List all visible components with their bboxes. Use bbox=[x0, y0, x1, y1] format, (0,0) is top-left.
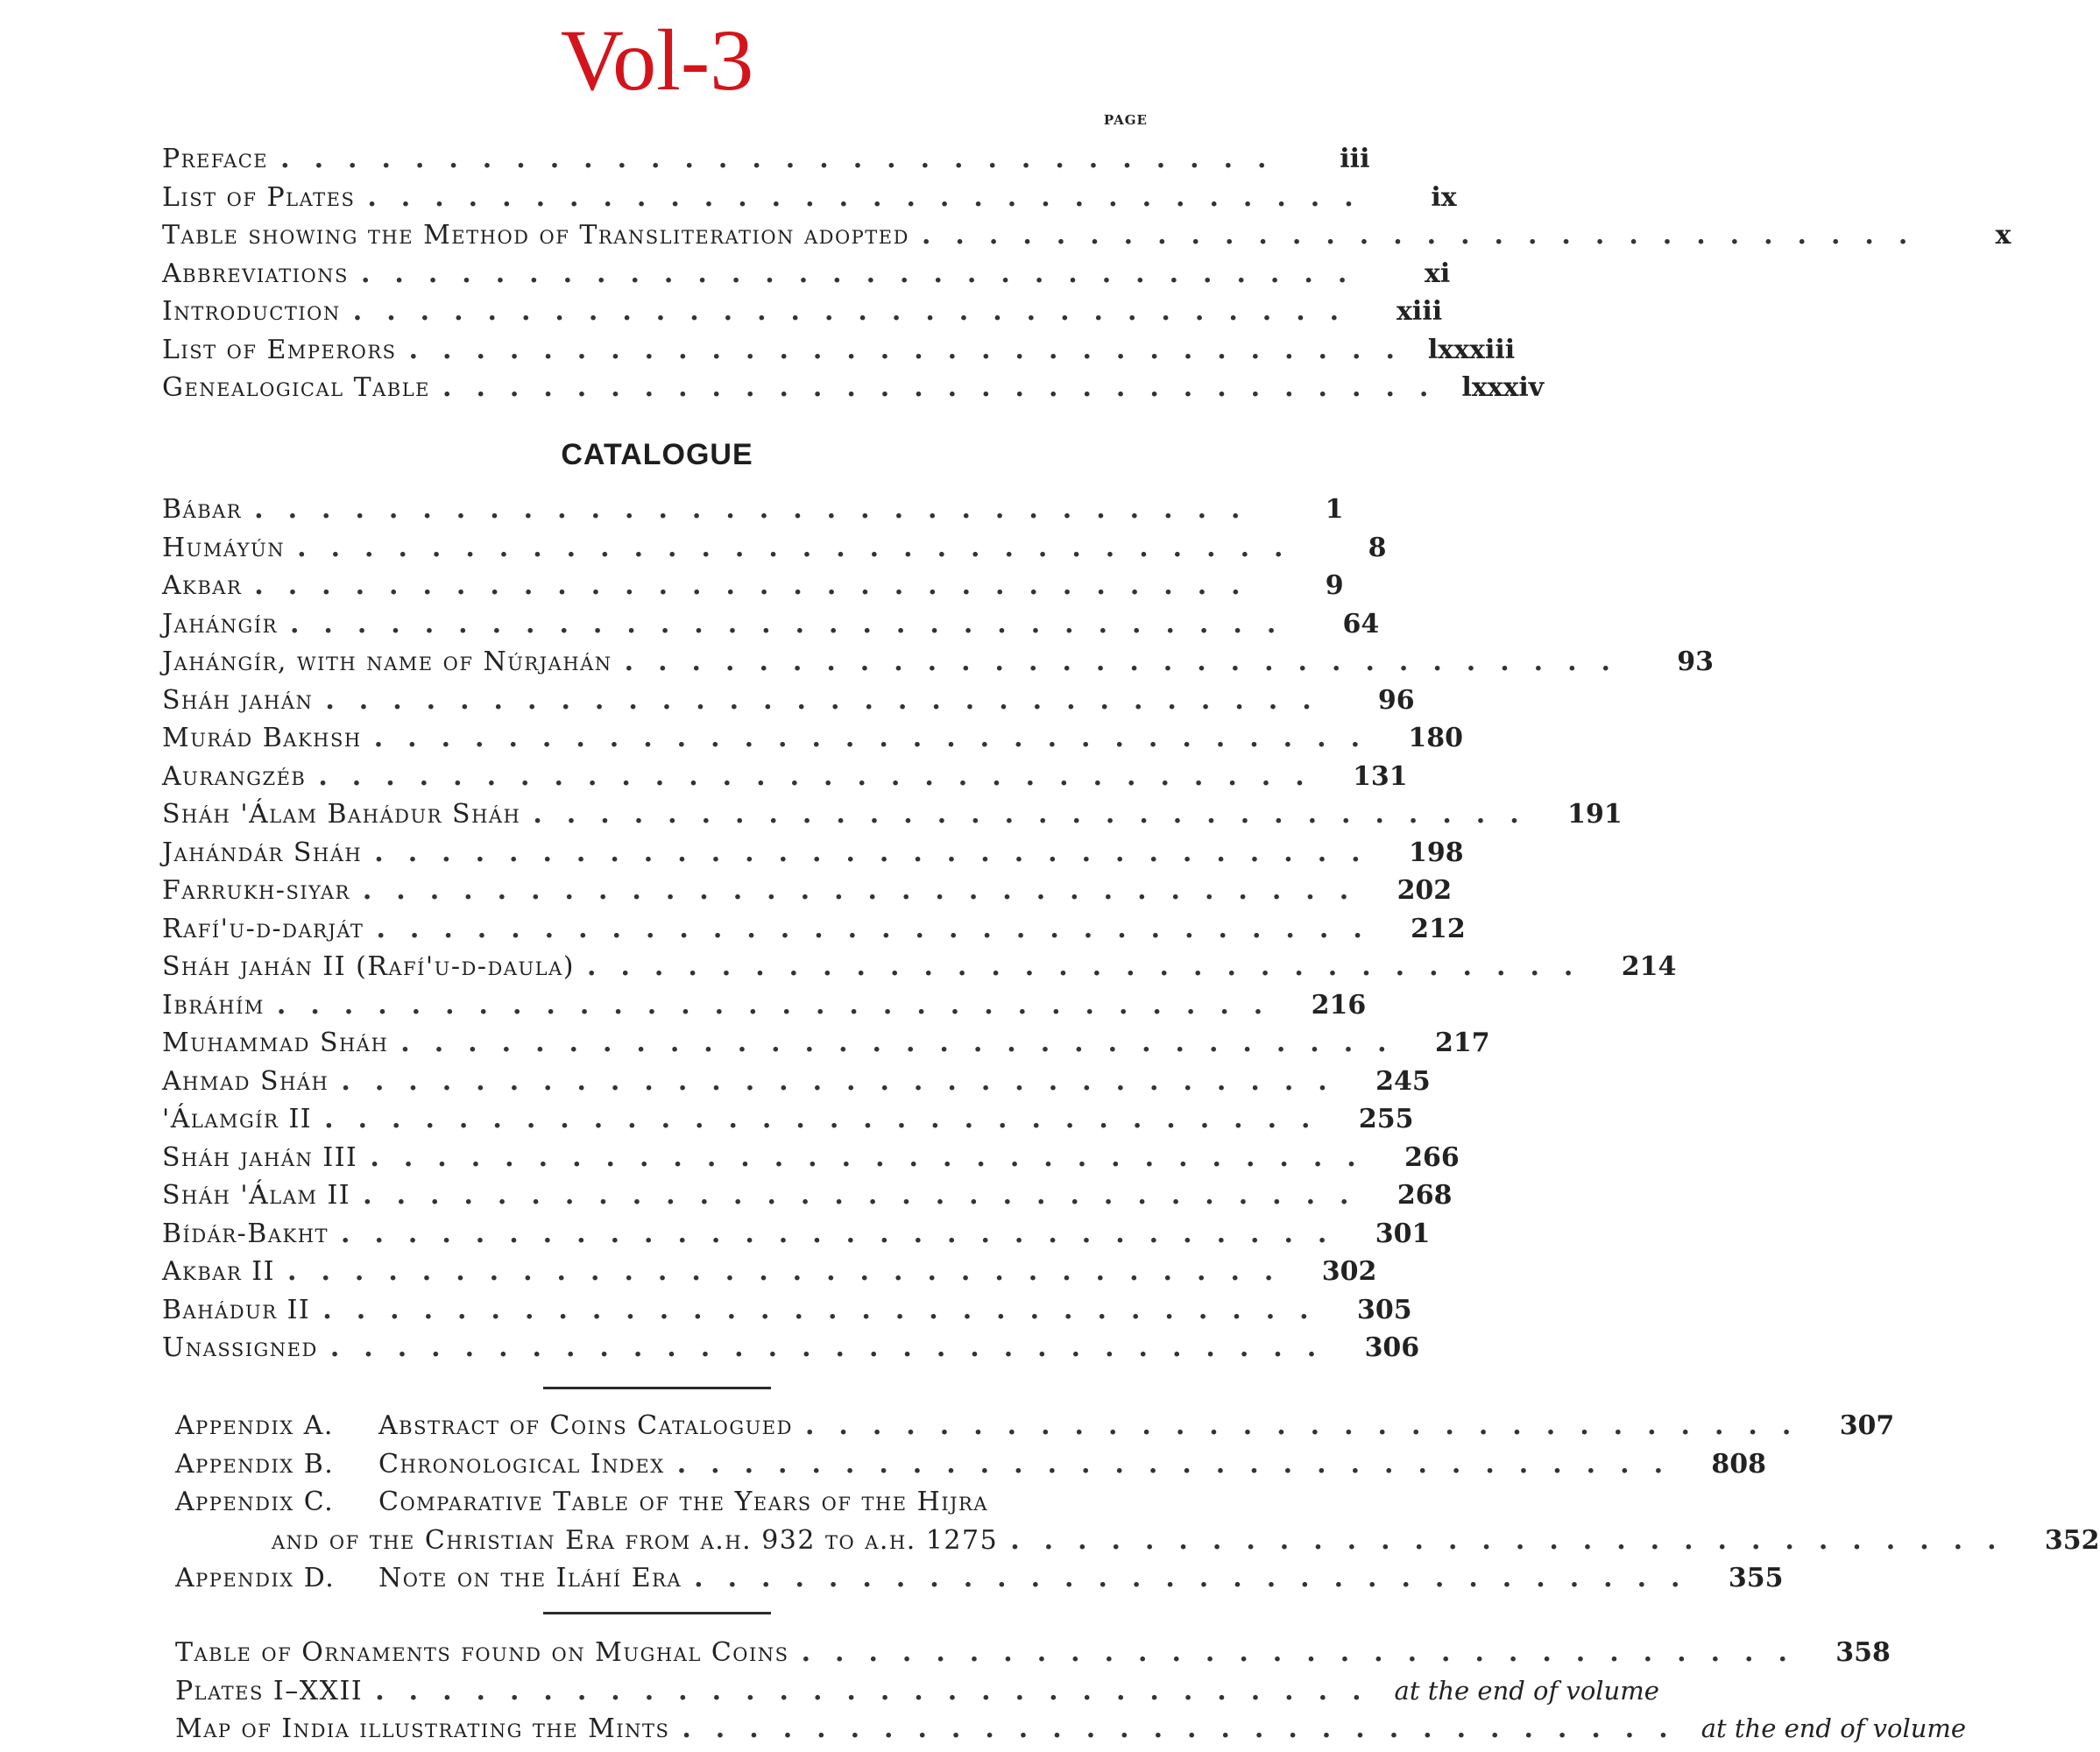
entry-title-line2: and of the Christian Era from a.h. 932 to a.h. 1275 bbox=[272, 1524, 999, 1556]
dot-leader: .............................. bbox=[325, 684, 1336, 716]
dot-leader: .............................. bbox=[362, 875, 1374, 906]
toc-entry[interactable] bbox=[162, 567, 1344, 605]
toc-entry[interactable] bbox=[162, 758, 1408, 796]
entry-page: 214 bbox=[1621, 951, 1677, 982]
entry-title: Sháh jahán II (Rafí'u-d-daula) bbox=[162, 951, 575, 982]
appendix-key: Appendix B. bbox=[175, 1448, 335, 1480]
toc-entry[interactable] bbox=[162, 140, 1370, 179]
entry-title: Introduction bbox=[162, 296, 341, 327]
appendix-entry[interactable] bbox=[175, 1407, 1895, 1445]
catalogue-list bbox=[162, 491, 1715, 1367]
appendix-entry[interactable] bbox=[175, 1483, 1149, 1522]
dot-leader: .............................. bbox=[276, 989, 1288, 1021]
dot-leader: .............................. bbox=[254, 494, 1265, 525]
entry-page: 216 bbox=[1311, 989, 1367, 1021]
entry-title: Akbar bbox=[162, 570, 243, 601]
dot-leader: .............................. bbox=[341, 1065, 1352, 1097]
toc-entry[interactable] bbox=[162, 1253, 1377, 1291]
dot-leader: .............................. bbox=[360, 258, 1372, 289]
entry-page: xi bbox=[1424, 258, 1451, 289]
entry-title: Muhammad Sháh bbox=[162, 1028, 389, 1058]
entry-page: 180 bbox=[1408, 723, 1464, 753]
entry-page: 198 bbox=[1408, 837, 1464, 868]
dot-leader: .............................. bbox=[442, 372, 1453, 403]
section-divider bbox=[543, 1612, 771, 1614]
entry-page: 202 bbox=[1396, 875, 1453, 906]
entry-page: 255 bbox=[1358, 1104, 1414, 1134]
entry-title: Sháh jahán III bbox=[162, 1141, 358, 1173]
entry-page: x bbox=[1995, 220, 2012, 251]
end-matter-list bbox=[175, 1634, 1967, 1748]
entry-page: 8 bbox=[1368, 532, 1387, 563]
entry-page: 302 bbox=[1321, 1256, 1377, 1287]
entry-title: Bídár-Bakht bbox=[162, 1218, 329, 1249]
dot-leader: .............................. bbox=[375, 1675, 1386, 1706]
toc-entry[interactable] bbox=[162, 986, 1367, 1025]
entry-title: Jahándár Sháh bbox=[162, 837, 363, 868]
dot-leader: .............................. bbox=[289, 608, 1301, 639]
entry-title: Jahángír bbox=[162, 608, 278, 639]
entry-title: Bábar bbox=[162, 494, 243, 525]
toc-entry[interactable] bbox=[162, 1329, 1420, 1367]
entry-title: Murád Bakhsh bbox=[162, 723, 362, 753]
toc-entry[interactable] bbox=[162, 682, 1415, 720]
dot-leader: .............................. bbox=[322, 1294, 1333, 1325]
entry-page: 307 bbox=[1839, 1410, 1895, 1441]
dot-leader: .............................. bbox=[324, 1104, 1335, 1134]
entry-title: 'Álamgír II bbox=[162, 1104, 313, 1134]
volume-label: Vol-3 bbox=[560, 11, 754, 109]
toc-entry[interactable] bbox=[162, 331, 1516, 370]
toc-entry[interactable] bbox=[175, 1634, 1891, 1672]
entry-page: 268 bbox=[1396, 1180, 1453, 1211]
entry-page: 217 bbox=[1435, 1028, 1490, 1058]
toc-entry[interactable] bbox=[162, 1100, 1414, 1139]
toc-entry[interactable] bbox=[162, 529, 1387, 568]
entry-page: 306 bbox=[1364, 1332, 1420, 1363]
entry-page: 266 bbox=[1404, 1141, 1460, 1173]
appendix-entry[interactable] bbox=[175, 1559, 1784, 1598]
entry-page: 93 bbox=[1677, 646, 1715, 677]
dot-leader: .............................. bbox=[341, 1218, 1352, 1249]
toc-entry[interactable] bbox=[162, 179, 1457, 217]
dot-leader: .............................. bbox=[287, 1256, 1298, 1287]
dot-leader: .............................. bbox=[254, 570, 1265, 601]
dot-leader: .............................. bbox=[624, 646, 1636, 677]
appendix-key: Appendix A. bbox=[175, 1410, 334, 1441]
section-divider bbox=[543, 1387, 771, 1389]
entry-page: 355 bbox=[1728, 1563, 1784, 1593]
appendix-entry-continued[interactable] bbox=[175, 1522, 2100, 1560]
front-matter-list bbox=[162, 140, 2012, 407]
toc-entry[interactable] bbox=[162, 1139, 1460, 1177]
toc-entry[interactable] bbox=[162, 1291, 1412, 1330]
entry-page: 64 bbox=[1342, 608, 1380, 639]
catalogue-heading: CATALOGUE bbox=[561, 438, 753, 471]
entry-title: Sháh 'Álam II bbox=[162, 1180, 351, 1211]
entry-title: Bahádur II bbox=[162, 1294, 311, 1325]
entry-page: ix bbox=[1431, 181, 1457, 213]
dot-leader: .............................. bbox=[676, 1448, 1688, 1480]
toc-entry[interactable] bbox=[162, 872, 1453, 910]
entry-title: Table of Ornaments found on Mughal Coins bbox=[175, 1637, 789, 1668]
entry-title: Jahángír, with name of Núrjahán bbox=[162, 646, 612, 677]
entry-title: List of Emperors bbox=[162, 334, 397, 365]
dot-leader: .............................. bbox=[801, 1637, 1812, 1668]
dot-leader: .............................. bbox=[1010, 1524, 2021, 1556]
dot-leader: .............................. bbox=[682, 1713, 1693, 1744]
toc-entry[interactable] bbox=[175, 1710, 1967, 1748]
entry-title: Sháh 'Álam Bahádur Sháh bbox=[162, 799, 521, 830]
entry-page: 131 bbox=[1353, 760, 1408, 792]
entry-title: Preface bbox=[162, 144, 269, 174]
toc-entry[interactable] bbox=[162, 719, 1464, 758]
dot-leader: .............................. bbox=[408, 334, 1419, 365]
toc-entry[interactable] bbox=[162, 605, 1380, 644]
entry-title: Unassigned bbox=[162, 1332, 318, 1363]
dot-leader: .............................. bbox=[297, 532, 1308, 563]
toc-entry[interactable] bbox=[162, 1063, 1431, 1101]
entry-title-line1: Comparative Table of the Years of the Hijra bbox=[378, 1487, 989, 1517]
dot-leader: .............................. bbox=[400, 1028, 1411, 1058]
entry-title: Akbar II bbox=[162, 1256, 275, 1287]
dot-leader: .............................. bbox=[694, 1563, 1705, 1593]
entry-title: Sháh jahán bbox=[162, 684, 314, 716]
toc-entry[interactable] bbox=[162, 834, 1464, 872]
appendix-list bbox=[175, 1407, 2100, 1598]
entry-page: at the end of volume bbox=[1701, 1713, 1967, 1743]
toc-entry[interactable] bbox=[162, 1176, 1453, 1215]
entry-title: Aurangzéb bbox=[162, 760, 307, 792]
toc-entry[interactable] bbox=[162, 1024, 1490, 1063]
entry-page: lxxxiii bbox=[1427, 334, 1516, 365]
dot-leader: .............................. bbox=[376, 913, 1387, 944]
entry-page: 1 bbox=[1325, 494, 1344, 525]
dot-leader: .............................. bbox=[280, 144, 1291, 174]
entry-page: 358 bbox=[1835, 1637, 1891, 1668]
entry-title: List of Plates bbox=[162, 181, 356, 213]
entry-page: 808 bbox=[1711, 1448, 1767, 1480]
entry-page: 301 bbox=[1375, 1218, 1431, 1249]
entry-title: Abstract of Coins Catalogued bbox=[378, 1410, 793, 1441]
toc-entry[interactable] bbox=[162, 1215, 1431, 1254]
toc-entry[interactable] bbox=[162, 255, 1451, 293]
entry-page: 191 bbox=[1567, 799, 1623, 830]
dot-leader: .............................. bbox=[587, 951, 1598, 982]
dot-leader: .............................. bbox=[367, 181, 1378, 213]
entry-title: Plates I–XXII bbox=[175, 1675, 364, 1706]
dot-leader: .............................. bbox=[329, 1332, 1341, 1363]
appendix-entry[interactable] bbox=[175, 1445, 1767, 1484]
entry-title: Ahmad Sháh bbox=[162, 1065, 329, 1097]
toc-entry[interactable] bbox=[162, 491, 1344, 529]
appendix-key: Appendix D. bbox=[175, 1563, 336, 1593]
dot-leader: .............................. bbox=[921, 220, 1933, 251]
toc-entry[interactable] bbox=[175, 1672, 1659, 1711]
entry-page: at the end of volume bbox=[1394, 1675, 1659, 1706]
entry-title: Farrukh-siyar bbox=[162, 875, 350, 906]
dot-leader: .............................. bbox=[533, 799, 1544, 830]
toc-entry[interactable] bbox=[162, 910, 1466, 949]
entry-title: Note on the Iláhí Era bbox=[378, 1563, 682, 1593]
dot-leader: .............................. bbox=[352, 296, 1364, 327]
entry-page: iii bbox=[1340, 144, 1370, 174]
entry-page: 245 bbox=[1375, 1065, 1431, 1097]
entry-page: lxxxiv bbox=[1461, 372, 1545, 403]
entry-title: Genealogical Table bbox=[162, 372, 430, 403]
toc-entry[interactable] bbox=[162, 643, 1715, 682]
dot-leader: .............................. bbox=[318, 760, 1329, 792]
page-column-header: PAGE bbox=[1103, 112, 1148, 128]
toc-entry[interactable] bbox=[162, 216, 2012, 255]
dot-leader: .............................. bbox=[370, 1141, 1381, 1173]
dot-leader: .............................. bbox=[363, 1180, 1374, 1211]
entry-page: 9 bbox=[1325, 570, 1344, 601]
appendix-key: Appendix C. bbox=[175, 1487, 335, 1517]
toc-entry[interactable] bbox=[162, 293, 1443, 331]
dot-leader: .............................. bbox=[373, 723, 1385, 753]
toc-entry[interactable] bbox=[162, 948, 1677, 986]
entry-title: Chronological Index bbox=[378, 1448, 665, 1480]
toc-entry[interactable] bbox=[162, 795, 1623, 834]
entry-page: xiii bbox=[1396, 296, 1443, 327]
entry-page: 212 bbox=[1411, 913, 1466, 944]
entry-page: 305 bbox=[1357, 1294, 1412, 1325]
dot-leader: .............................. bbox=[374, 837, 1385, 868]
entry-title: Table showing the Method of Transliteration adopted bbox=[162, 220, 909, 251]
entry-title: Humáyún bbox=[162, 532, 286, 563]
toc-entry[interactable] bbox=[162, 369, 1545, 407]
entry-title: Ibráhím bbox=[162, 989, 265, 1021]
entry-page: 352 bbox=[2044, 1524, 2100, 1556]
entry-page: 96 bbox=[1377, 684, 1415, 716]
dot-leader: .............................. bbox=[804, 1410, 1816, 1441]
entry-title: Map of India illustrating the Mints bbox=[175, 1713, 670, 1744]
entry-title: Rafí'u-d-darját bbox=[162, 913, 364, 944]
entry-title: Abbreviations bbox=[162, 258, 349, 289]
